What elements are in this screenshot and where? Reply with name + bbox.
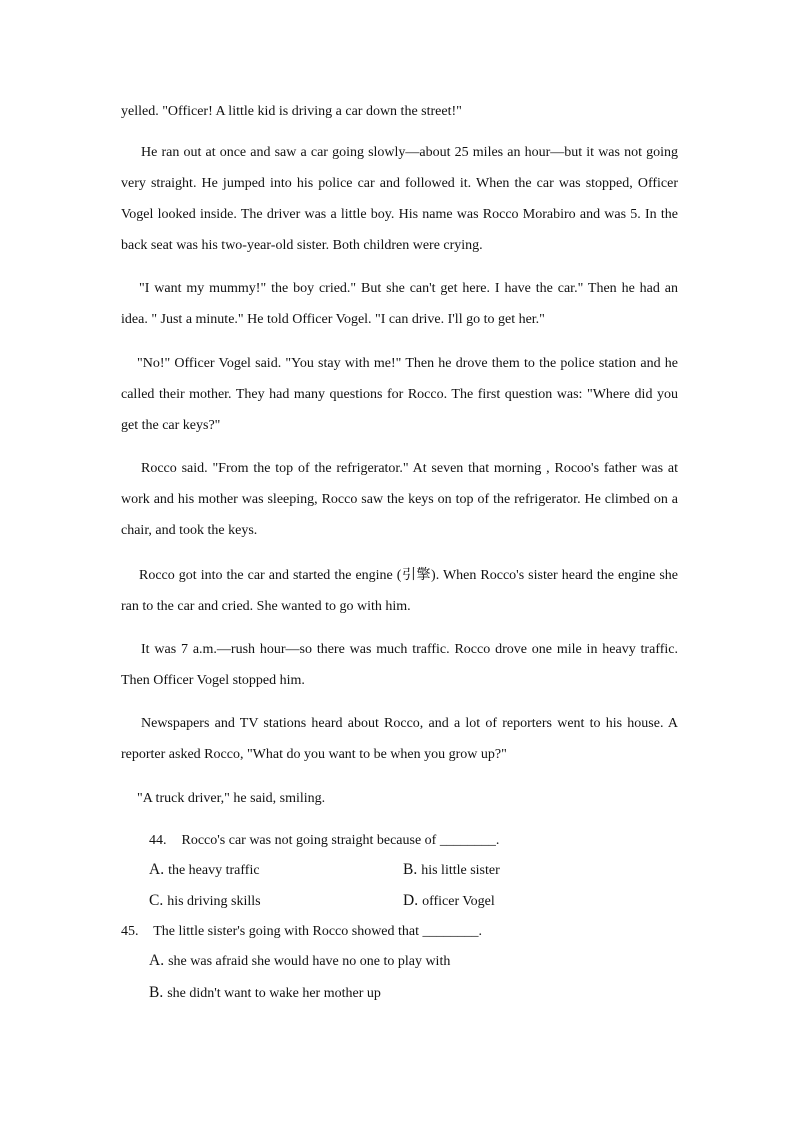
option-letter: C. xyxy=(149,892,164,909)
passage-paragraph-7: It was 7 a.m.—rush hour—so there was much traffic. Rocco drove one mile in heavy traffic. Then Officer Vogel stopped him. xyxy=(121,642,678,688)
option-44-c xyxy=(149,891,261,912)
passage-paragraph-9: "A truck driver," he said, smiling. xyxy=(137,791,326,806)
option-text: she didn't want to wake her mother up xyxy=(167,986,381,1001)
option-45-b xyxy=(149,983,381,1004)
question-text: The little sister's going with Rocco showed that ________. xyxy=(153,924,483,939)
option-letter: A. xyxy=(149,861,165,878)
question-number: 45. xyxy=(121,924,139,939)
passage-paragraph-8: Newspapers and TV stations heard about Rocco, and a lot of reporters went to his house. A reporter asked Rocco, "What do you want to be when you grow up?" xyxy=(121,716,678,762)
option-44-b xyxy=(403,860,500,881)
passage-paragraph-5: Rocco said. "From the top of the refrigerator." At seven that morning , Rocoo's father was at work and his mother was sleeping, Rocco saw the keys on top of the refrigerator. He climbed on a chair, and took the keys. xyxy=(121,461,678,538)
option-letter: A. xyxy=(149,952,165,969)
option-44-a xyxy=(149,860,260,881)
passage-paragraph-2: He ran out at once and saw a car going slowly—about 25 miles an hour—but it was not going very straight. He jumped into his police car and followed it. When the car was stopped, Officer Vogel looked inside. The driver was a little boy. His name was Rocco Morabiro and was 5. In the back seat was his two-year-old sister. Both children were crying. xyxy=(121,145,678,253)
option-letter: B. xyxy=(403,861,418,878)
passage-paragraph-6: Rocco got into the car and started the engine (引擎). When Rocco's sister heard the engine she ran to the car and cried. She wanted to go with him. xyxy=(121,568,678,614)
question-number: 44. xyxy=(149,833,167,848)
passage-paragraph-4: "No!" Officer Vogel said. "You stay with me!" Then he drove them to the police station and he called their mother. They had many questions for Rocco. The first question was: "Where did you get the car keys?" xyxy=(121,356,678,433)
question-44 xyxy=(149,831,499,851)
option-letter: B. xyxy=(149,984,164,1001)
option-letter: D. xyxy=(403,892,419,909)
option-text: his little sister xyxy=(421,863,500,878)
option-44-d xyxy=(403,891,495,912)
option-text: officer Vogel xyxy=(422,894,495,909)
option-text: she was afraid she would have no one to play with xyxy=(168,954,451,969)
question-text: Rocco's car was not going straight because of ________. xyxy=(181,833,500,848)
passage-paragraph-3: "I want my mummy!" the boy cried." But she can't get here. I have the car." Then he had an idea. " Just a minute." He told Officer Vogel. "I can drive. I'll go to get her." xyxy=(121,281,678,327)
question-45 xyxy=(121,922,482,942)
option-45-a xyxy=(149,951,450,972)
option-text: his driving skills xyxy=(167,894,261,909)
passage-paragraph-1: yelled. "Officer! A little kid is driving a car down the street!" xyxy=(121,104,462,119)
option-text: the heavy traffic xyxy=(168,863,260,878)
